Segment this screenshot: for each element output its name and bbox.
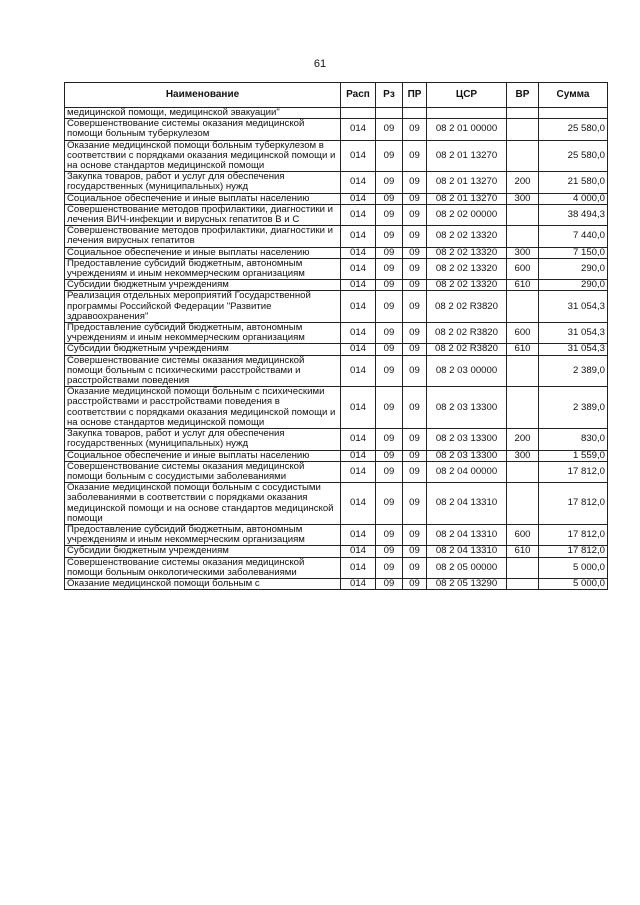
cell-rz: 09: [376, 247, 403, 258]
table-row: [65, 557, 608, 578]
cell-rasp: 014: [341, 450, 376, 461]
cell-pr: 09: [403, 172, 427, 193]
cell-vr: [507, 461, 539, 482]
cell-vr: [507, 557, 539, 578]
cell-sum: 31 054,3: [539, 323, 608, 344]
cell-rasp: 014: [341, 546, 376, 557]
cell-rz: 09: [376, 140, 403, 172]
table-row: [65, 355, 608, 387]
budget-table: [64, 82, 608, 590]
cell-vr: [507, 119, 539, 140]
cell-rasp: 014: [341, 355, 376, 387]
cell-csr: 08 2 02 13320: [427, 247, 507, 258]
cell-csr: 08 2 05 00000: [427, 557, 507, 578]
cell-rasp: 014: [341, 193, 376, 204]
table-row: [65, 323, 608, 344]
table-row: [65, 193, 608, 204]
cell-name: Предоставление субсидий бюджетным, автономным учреждениям и иным некоммерческим организациям: [65, 258, 341, 279]
cell-sum: 1 559,0: [539, 450, 608, 461]
cell-pr: 09: [403, 524, 427, 545]
cell-name: Оказание медицинской помощи больным с психическими расстройствами и расстройствами поведения в соответствии с порядками оказания медицинской помощи и на основе стандартов медицинской помощи: [65, 387, 341, 429]
cell-sum: 290,0: [539, 280, 608, 291]
cell-sum: 2 389,0: [539, 387, 608, 429]
cell-rz: 09: [376, 119, 403, 140]
cell-rz: 09: [376, 557, 403, 578]
cell-csr: 08 2 03 00000: [427, 355, 507, 387]
cell-pr: 09: [403, 204, 427, 225]
page-number: 61: [313, 58, 327, 70]
cell-rasp: 014: [341, 344, 376, 355]
cell-sum: 17 812,0: [539, 461, 608, 482]
cell-rz: 09: [376, 344, 403, 355]
cell-sum: 17 812,0: [539, 524, 608, 545]
cell-csr: [427, 108, 507, 119]
cell-rasp: 014: [341, 140, 376, 172]
table-row: [65, 524, 608, 545]
cell-rasp: 014: [341, 323, 376, 344]
cell-name: Оказание медицинской помощи больным с: [65, 578, 341, 589]
table-row: [65, 291, 608, 323]
cell-csr: 08 2 01 13270: [427, 172, 507, 193]
cell-pr: 09: [403, 119, 427, 140]
cell-pr: 09: [403, 193, 427, 204]
cell-name: Совершенствование методов профилактики, диагностики и лечения вирусных гепатитов: [65, 226, 341, 247]
cell-rz: 09: [376, 578, 403, 589]
cell-pr: 09: [403, 323, 427, 344]
cell-vr: [507, 355, 539, 387]
cell-name: Оказание медицинской помощи больным туберкулезом в соответствии с порядками оказания медицинской помощи и на основе стандартов медицинской помощи: [65, 140, 341, 172]
cell-sum: 21 580,0: [539, 172, 608, 193]
cell-sum: 17 812,0: [539, 483, 608, 525]
cell-vr: 200: [507, 429, 539, 450]
cell-csr: 08 2 02 13320: [427, 280, 507, 291]
cell-sum: 7 150,0: [539, 247, 608, 258]
cell-name: Совершенствование системы оказания медицинской помощи больным онкологическими заболеваниями: [65, 557, 341, 578]
cell-vr: [507, 483, 539, 525]
column-header-pr: ПР: [403, 83, 427, 108]
cell-sum: 7 440,0: [539, 226, 608, 247]
cell-rasp: 014: [341, 172, 376, 193]
cell-pr: 09: [403, 258, 427, 279]
cell-rz: [376, 108, 403, 119]
cell-vr: [507, 387, 539, 429]
table-row: [65, 108, 608, 119]
cell-rasp: 014: [341, 247, 376, 258]
cell-name: Субсидии бюджетным учреждениям: [65, 344, 341, 355]
cell-rasp: 014: [341, 387, 376, 429]
cell-name: Совершенствование системы оказания медицинской помощи больным туберкулезом: [65, 119, 341, 140]
cell-pr: 09: [403, 387, 427, 429]
cell-csr: 08 2 04 00000: [427, 461, 507, 482]
cell-rasp: 014: [341, 291, 376, 323]
table-row: [65, 204, 608, 225]
cell-vr: 300: [507, 193, 539, 204]
cell-vr: 600: [507, 524, 539, 545]
cell-sum: 5 000,0: [539, 578, 608, 589]
cell-rasp: 014: [341, 119, 376, 140]
cell-rz: 09: [376, 429, 403, 450]
table-row: [65, 226, 608, 247]
cell-rz: 09: [376, 387, 403, 429]
cell-rz: 09: [376, 323, 403, 344]
table-row: [65, 461, 608, 482]
table-row: [65, 119, 608, 140]
cell-vr: 300: [507, 450, 539, 461]
table-row: [65, 344, 608, 355]
cell-csr: 08 2 01 00000: [427, 119, 507, 140]
cell-name: Оказание медицинской помощи больным с сосудистыми заболеваниями в соответствии с порядками оказания медицинской помощи и на основе стандартов медицинской помощи: [65, 483, 341, 525]
cell-name: Предоставление субсидий бюджетным, автономным учреждениям и иным некоммерческим организациям: [65, 524, 341, 545]
cell-rasp: 014: [341, 557, 376, 578]
cell-csr: 08 2 04 13310: [427, 483, 507, 525]
cell-pr: [403, 108, 427, 119]
cell-rasp: [341, 108, 376, 119]
cell-csr: 08 2 04 13310: [427, 524, 507, 545]
cell-rz: 09: [376, 291, 403, 323]
cell-vr: [507, 108, 539, 119]
cell-rz: 09: [376, 172, 403, 193]
cell-csr: 08 2 02 R3820: [427, 344, 507, 355]
cell-rz: 09: [376, 204, 403, 225]
cell-pr: 09: [403, 291, 427, 323]
table-row: [65, 258, 608, 279]
column-header-sum: Сумма: [539, 83, 608, 108]
column-header-csr: ЦСР: [427, 83, 507, 108]
cell-rz: 09: [376, 524, 403, 545]
cell-sum: 5 000,0: [539, 557, 608, 578]
cell-vr: [507, 291, 539, 323]
cell-csr: 08 2 04 13310: [427, 546, 507, 557]
table-row: [65, 578, 608, 589]
cell-csr: 08 2 02 R3820: [427, 323, 507, 344]
cell-name: Социальное обеспечение и иные выплаты населению: [65, 193, 341, 204]
column-header-vr: ВР: [507, 83, 539, 108]
cell-pr: 09: [403, 483, 427, 525]
cell-csr: 08 2 05 13290: [427, 578, 507, 589]
cell-vr: 610: [507, 344, 539, 355]
cell-sum: 31 054,3: [539, 344, 608, 355]
cell-rasp: 014: [341, 226, 376, 247]
cell-csr: 08 2 03 13300: [427, 450, 507, 461]
cell-vr: 600: [507, 258, 539, 279]
cell-rz: 09: [376, 226, 403, 247]
cell-rz: 09: [376, 450, 403, 461]
cell-rasp: 014: [341, 280, 376, 291]
table-row: [65, 140, 608, 172]
cell-sum: [539, 108, 608, 119]
cell-name: Совершенствование системы оказания медицинской помощи больным с психическими расстройствами и расстройствами поведения: [65, 355, 341, 387]
column-header-rz: Рз: [376, 83, 403, 108]
cell-vr: [507, 140, 539, 172]
cell-name: Субсидии бюджетным учреждениям: [65, 546, 341, 557]
cell-name: Совершенствование методов профилактики, диагностики и лечения ВИЧ-инфекции и вирусных гепатитов В и С: [65, 204, 341, 225]
cell-name: Реализация отдельных мероприятий Государственной программы Российской Федерации "Развитие здравоохранения": [65, 291, 341, 323]
cell-vr: [507, 578, 539, 589]
table-row: [65, 280, 608, 291]
cell-vr: 610: [507, 546, 539, 557]
cell-pr: 09: [403, 344, 427, 355]
cell-name: Социальное обеспечение и иные выплаты населению: [65, 450, 341, 461]
cell-pr: 09: [403, 450, 427, 461]
table-row: [65, 483, 608, 525]
cell-rz: 09: [376, 355, 403, 387]
cell-pr: 09: [403, 140, 427, 172]
cell-sum: 2 389,0: [539, 355, 608, 387]
cell-pr: 09: [403, 280, 427, 291]
cell-csr: 08 2 02 00000: [427, 204, 507, 225]
table-row: [65, 429, 608, 450]
cell-sum: 830,0: [539, 429, 608, 450]
cell-rz: 09: [376, 280, 403, 291]
cell-rz: 09: [376, 546, 403, 557]
cell-pr: 09: [403, 226, 427, 247]
column-header-name: Наименование: [65, 83, 341, 108]
cell-name: Субсидии бюджетным учреждениям: [65, 280, 341, 291]
cell-rasp: 014: [341, 461, 376, 482]
cell-pr: 09: [403, 355, 427, 387]
cell-rasp: 014: [341, 578, 376, 589]
cell-pr: 09: [403, 429, 427, 450]
cell-csr: 08 2 02 13320: [427, 226, 507, 247]
cell-pr: 09: [403, 578, 427, 589]
cell-rz: 09: [376, 258, 403, 279]
cell-name: Закупка товаров, работ и услуг для обеспечения государственных (муниципальных) нужд: [65, 429, 341, 450]
cell-sum: 25 580,0: [539, 119, 608, 140]
cell-sum: 25 580,0: [539, 140, 608, 172]
cell-vr: 300: [507, 247, 539, 258]
cell-sum: 31 054,3: [539, 291, 608, 323]
cell-rasp: 014: [341, 204, 376, 225]
cell-sum: 38 494,3: [539, 204, 608, 225]
cell-sum: 17 812,0: [539, 546, 608, 557]
column-header-rasp: Расп: [341, 83, 376, 108]
cell-pr: 09: [403, 247, 427, 258]
cell-csr: 08 2 02 13320: [427, 258, 507, 279]
cell-rz: 09: [376, 461, 403, 482]
cell-pr: 09: [403, 546, 427, 557]
cell-name: медицинской помощи, медицинской эвакуации": [65, 108, 341, 119]
table-row: [65, 387, 608, 429]
cell-pr: 09: [403, 557, 427, 578]
cell-sum: 4 000,0: [539, 193, 608, 204]
cell-rasp: 014: [341, 524, 376, 545]
cell-rasp: 014: [341, 429, 376, 450]
cell-pr: 09: [403, 461, 427, 482]
table-row: [65, 247, 608, 258]
cell-vr: [507, 204, 539, 225]
cell-vr: 610: [507, 280, 539, 291]
cell-csr: 08 2 01 13270: [427, 193, 507, 204]
cell-vr: 200: [507, 172, 539, 193]
cell-vr: 600: [507, 323, 539, 344]
table-row: [65, 546, 608, 557]
cell-rasp: 014: [341, 483, 376, 525]
cell-name: Совершенствование системы оказания медицинской помощи больным с сосудистыми заболеваниями: [65, 461, 341, 482]
cell-name: Социальное обеспечение и иные выплаты населению: [65, 247, 341, 258]
table-row: [65, 172, 608, 193]
cell-csr: 08 2 02 R3820: [427, 291, 507, 323]
table-header-row: [65, 83, 608, 108]
cell-csr: 08 2 03 13300: [427, 429, 507, 450]
cell-rz: 09: [376, 483, 403, 525]
cell-name: Закупка товаров, работ и услуг для обеспечения государственных (муниципальных) нужд: [65, 172, 341, 193]
cell-vr: [507, 226, 539, 247]
cell-name: Предоставление субсидий бюджетным, автономным учреждениям и иным некоммерческим организациям: [65, 323, 341, 344]
cell-csr: 08 2 03 13300: [427, 387, 507, 429]
cell-sum: 290,0: [539, 258, 608, 279]
cell-rasp: 014: [341, 258, 376, 279]
cell-csr: 08 2 01 13270: [427, 140, 507, 172]
cell-rz: 09: [376, 193, 403, 204]
table-row: [65, 450, 608, 461]
